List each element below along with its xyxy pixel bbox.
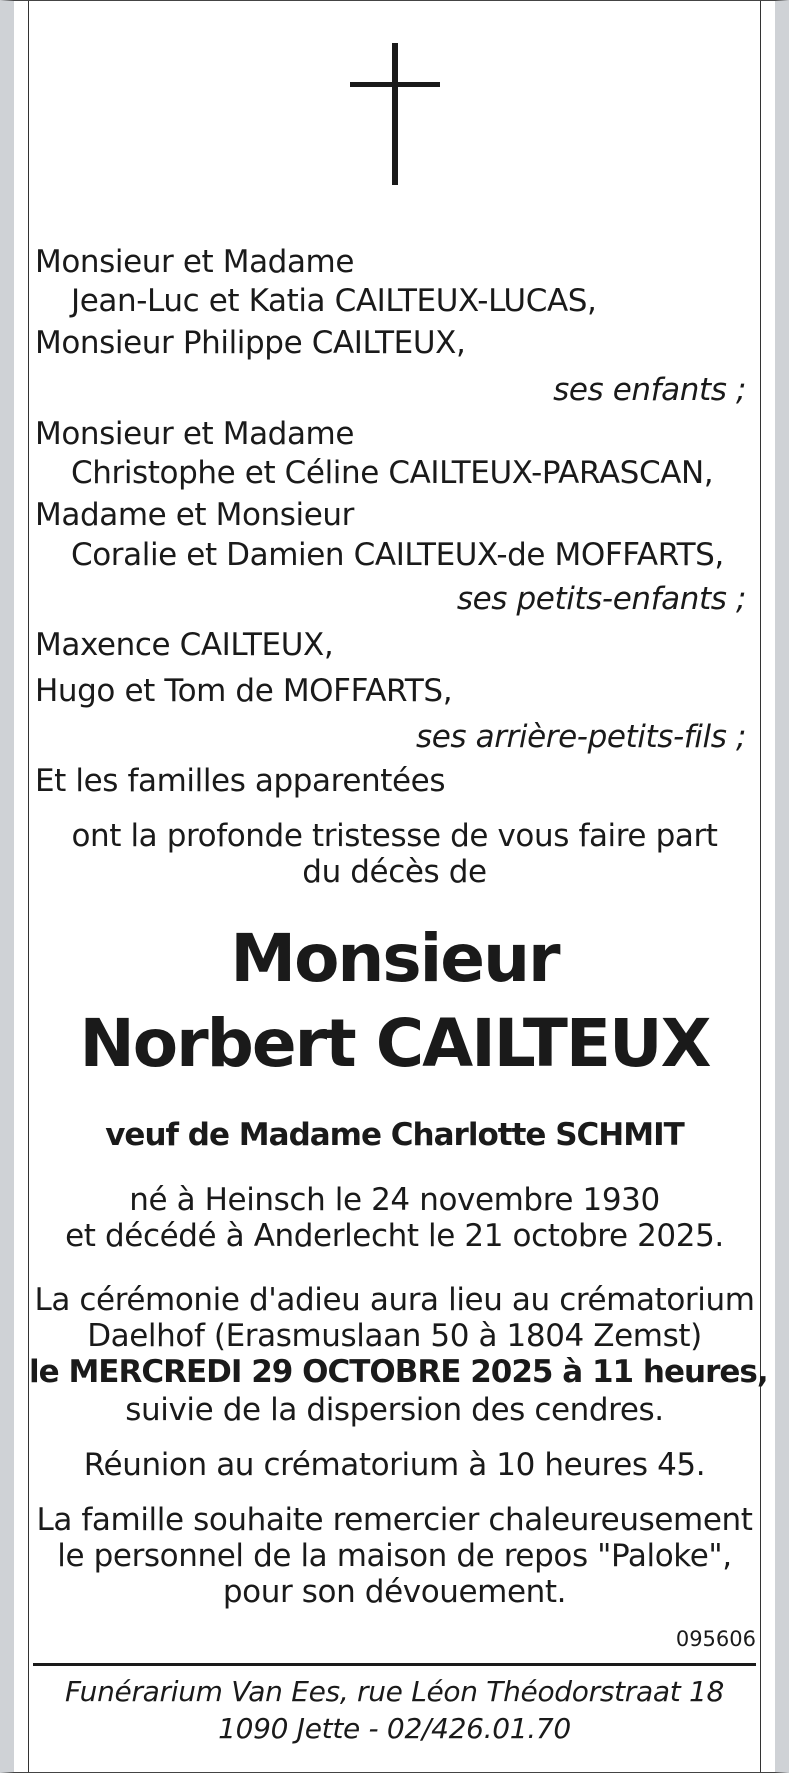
death-line: et décédé à Anderlecht le 21 octobre 2025. xyxy=(65,1218,724,1254)
footer-divider xyxy=(33,1663,756,1666)
ceremony-line: Daelhof (Erasmuslaan 50 à 1804 Zemst) xyxy=(87,1318,702,1354)
thanks-line: pour son dévouement. xyxy=(222,1574,567,1610)
birth-line: né à Heinsch le 24 novembre 1930 xyxy=(129,1182,660,1218)
cross-icon xyxy=(29,43,760,185)
announcement-text: du décès de xyxy=(302,854,487,890)
obituary-content xyxy=(28,1,768,1772)
widower-line: veuf de Madame Charlotte SCHMIT xyxy=(105,1117,684,1153)
family-line: Et les familles apparentées xyxy=(35,763,446,799)
relation-label: ses petits-enfants ; xyxy=(456,581,746,617)
family-line: Monsieur et Madame xyxy=(35,416,355,452)
thanks-line: le personnel de la maison de repos "Paloke", xyxy=(57,1538,732,1574)
thanks-line: La famille souhaite remercier chaleureusement xyxy=(36,1502,753,1538)
announcement-text: ont la profonde tristesse de vous faire part xyxy=(71,818,718,854)
ceremony-date: le MERCREDI 29 OCTOBRE 2025 à 11 heures, xyxy=(29,1354,768,1390)
deceased-title: Monsieur xyxy=(230,920,559,997)
family-line: Madame et Monsieur xyxy=(35,497,355,533)
relation-label: ses arrière-petits-fils ; xyxy=(415,719,746,755)
family-line: Hugo et Tom de MOFFARTS, xyxy=(35,673,453,709)
ceremony-line: La cérémonie d'adieu aura lieu au crématorium xyxy=(34,1282,755,1318)
ceremony-line: suivie de la dispersion des cendres. xyxy=(125,1392,664,1428)
family-line: Christophe et Céline CAILTEUX-PARASCAN, xyxy=(71,455,714,491)
family-line: Coralie et Damien CAILTEUX-de MOFFARTS, xyxy=(71,537,724,573)
family-line: Monsieur Philippe CAILTEUX, xyxy=(35,325,466,361)
deceased-name: Norbert CAILTEUX xyxy=(79,1005,710,1082)
funeral-home-line: Funérarium Van Ees, rue Léon Théodorstraat 18 xyxy=(64,1675,725,1708)
relation-label: ses enfants ; xyxy=(553,372,746,408)
family-line: Jean-Luc et Katia CAILTEUX-LUCAS, xyxy=(71,283,597,319)
funeral-home-contact: 1090 Jette - 02/426.01.70 xyxy=(218,1712,571,1745)
meeting-line: Réunion au crématorium à 10 heures 45. xyxy=(83,1447,706,1483)
family-line: Monsieur et Madame xyxy=(35,244,355,280)
family-line: Maxence CAILTEUX, xyxy=(35,627,334,663)
reference-number: 095606 xyxy=(675,1627,756,1651)
